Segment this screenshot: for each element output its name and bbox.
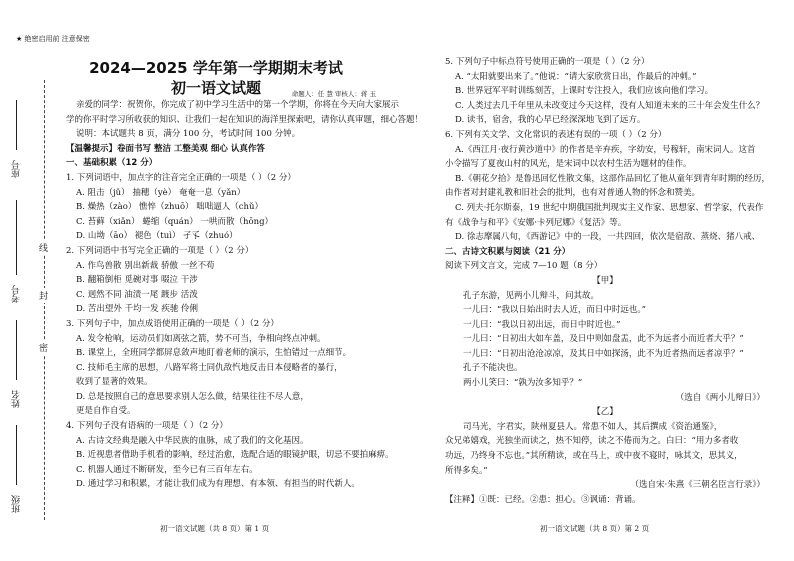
seat-label: 座号 (12, 160, 22, 178)
right-questions (445, 55, 770, 507)
left-line: 4. 下列句子没有语病的一项是（ ）（2 分） (66, 421, 228, 432)
right-line: 一儿曰：“日初出大如车盖，及日中则如盘盂，此不为远者小而近者大乎？” (463, 334, 744, 345)
left-line: 2. 下列词语中书写完全正确的一项是（ ）（2 分） (66, 245, 254, 256)
left-line: B. 课堂上，全班同学都屏息敛声地盯着老师的演示，生怕错过一点细节。 (76, 348, 352, 359)
seat-line (16, 100, 17, 150)
right-line: 由作者对封建礼教和旧社会的批判，也有对普通人物的怀念和赞美。 (445, 188, 701, 199)
left-line: 一、基础积累（12 分） (66, 158, 158, 169)
right-line: （选自宋·朱熹《三朝名臣言行录》） (630, 480, 765, 491)
right-line: 有《战争与和平》《安娜·卡列尼娜》《复活》等。 (445, 217, 627, 228)
left-line: 收到了显著的效果。 (76, 377, 153, 388)
left-line: D. 山坳（āo） 褪色（tuì） 孑孓（zhuó） (76, 231, 238, 242)
right-line: 6. 下列有关文学、文化常识的表述有误的一项（ ）（2 分） (445, 129, 667, 140)
right-line: 一儿曰：“我以日初出远，而日中时近也。” (463, 319, 621, 330)
left-line: 3. 下列句子中，加点成语使用正确的一项是（ ）（2 分） (66, 318, 279, 329)
left-line: 1. 下列词语中，加点字的注音完全正确的一项是（ ）（2 分） (66, 172, 296, 183)
right-page (445, 55, 770, 507)
id-line (16, 200, 17, 275)
left-line: 更是自作自受。 (76, 406, 136, 417)
right-line: 5. 下列句子中标点符号使用正确的一项是（ ）（2 分） (445, 57, 650, 67)
right-line: 一儿曰：“我以日始出时去人近，而日中时远也。” (463, 305, 646, 316)
left-line: C. 苔藓（xiǎn） 蜷缩（quán） 一哄而散（hōng） (76, 216, 274, 227)
left-line: C. 迥然不同 油渍一尾 踱步 活泼 (76, 289, 198, 300)
seal-word-line: 线 (39, 240, 48, 255)
exam-meta: 命题人：任 慧 审核人：蒋 玉 (291, 90, 376, 98)
left-line: C. 技师毛主席的思想，八路军将士同仇敌忾地反击日本侵略者的暴行， (76, 362, 343, 373)
right-line: D. 读书，宿舍，我的心早已经深深地飞到了远方。 (455, 115, 646, 126)
right-line: 司马光，字君实，陕州夏县人。常患不如人，其后撰成《资治通鉴》， (463, 421, 723, 432)
left-line: B. 燥热（zào） 憔悴（zhuō） 咄咄逼人（chǔ） (76, 202, 263, 213)
left-line: 亲爱的同学：祝贺你，你完成了初中学习生活中的第一个学期，你将在今天向大家展示 (76, 100, 400, 110)
footer-right: 初一语文试题（共 8 页）第 2 页 (540, 524, 650, 533)
right-line: C. 人类过去几千年里从未改变过今天这样，没有人知道未来的三十年会发生什么？ (455, 100, 765, 111)
exam-title: 2024—2025 学年第一学期期末考试 (89, 59, 343, 77)
left-line: A. 阻击（jǔ） 抽穗（yè） 奄奄一息（yǎn） (76, 187, 246, 198)
right-line: 二、古诗文积累与阅读（21 分） (445, 246, 571, 257)
right-line: 一儿曰：“日初出沧沧凉凉，及其日中如探汤，此不为近者热而远者凉乎？” (463, 348, 744, 359)
right-line: 小令描写了夏夜山村的风光，是宋词中以农村生活为题材的佳作。 (445, 159, 692, 170)
exam-subtitle: 初一语文试题 (170, 79, 261, 97)
name-line (16, 320, 17, 380)
left-line: 说明：本试题共 8 页，满分 100 分，考试时间 100 分钟。 (76, 129, 301, 140)
class-label: 班级 (12, 495, 22, 513)
right-line: C. 列夫·托尔斯泰，19 世纪中期俄国批判现实主义作家、思想家、哲学家，代表作 (455, 202, 764, 213)
left-line: D. 苦出望外 千均一发 疾驰 伶俐 (76, 304, 199, 315)
right-line: 两小儿笑曰：“孰为汝多知乎？” (463, 378, 583, 389)
right-line: A.《西江月·夜行黄沙道中》的作者是辛弃疾，字幼安，号稼轩，南宋词人。这首 (455, 144, 756, 155)
left-line: A. 发令枪响，运动员们如离弦之箭，势不可当，争相向终点冲刺。 (76, 333, 326, 344)
right-line: 孔子不能决也。 (463, 363, 523, 374)
right-line: （选自《两小儿辩日》） (675, 392, 765, 403)
right-line: 众兄弟嬉戏，光独坐而读之，热不知停，读之不倦而为之。白曰：“用力多者收 (445, 436, 739, 447)
confidential-label: ★ 绝密启用前 注意保密 (16, 35, 90, 43)
left-line: 学的你平时学习所收获的知识、让我们一起在知识的海洋里探索吧，请你认真审题，细心答题！ (66, 114, 424, 125)
class-line (16, 425, 17, 485)
left-line: A. 古诗文经典是融入中华民族的血脉，成了我们的文化基因。 (76, 435, 309, 446)
exam-subtitle-row (66, 78, 376, 98)
id-label: 考号 (12, 285, 22, 303)
right-line: B.《朝花夕拾》是鲁迅回忆性散文集，这部作品回忆了他从童年到青年时期的经历， (455, 173, 770, 184)
left-line: A. 作鸟兽散 别出新裁 骄傲 一丝不苟 (76, 260, 215, 271)
right-line: A. “太阳就要出来了。”他说：“请大家欣赏日出，作最后的冲刺。” (455, 71, 697, 82)
left-line: B. 翻箱倒柜 觅碗对事 啜泣 干涉 (76, 275, 198, 286)
right-line: D. 徐志摩属八旬，《西游记》中的一段，一共四回，依次是宿敌、蒸烧、猪八戒、 (455, 232, 761, 243)
left-questions (66, 98, 424, 492)
seal-word-seal: 封 (39, 288, 48, 303)
left-page (66, 58, 424, 492)
seal-word-secret: 密 (39, 340, 48, 355)
right-line: 【注释】①既：已经。②患：担心。③讽诵：背诵。 (445, 494, 641, 505)
left-line: B. 近视患者借助手机看的影响，经过治愈，选配合适的眼镜护眼，切忌不要拍麻痹。 (76, 450, 394, 461)
left-line: C. 机器人通过不断研发，至今已有三百年左右。 (76, 464, 258, 475)
left-line: D. 总是按照自己的意思要求别人怎么做，结果往往不尽人意， (76, 391, 309, 402)
right-line: 【乙】 (592, 407, 618, 418)
right-line: 所得多矣。” (445, 465, 488, 476)
right-line: 阅读下列文言文，完成 7—10 题（8 分） (445, 261, 603, 272)
footer-left: 初一语文试题（共 8 页）第 1 页 (160, 524, 270, 533)
left-line: D. 通过学习和积累，才能让我们成为有理想、有本领、有担当的时代新人。 (76, 479, 360, 490)
name-label: 姓名 (12, 390, 22, 408)
binding-strip (0, 60, 58, 530)
right-line: B. 世界冠军平时训练刻苦，上课时专注投入，我们应该向他们学习。 (455, 86, 714, 97)
left-line: 【温馨提示】卷面书写 整洁 工整美观 细心 认真作答 (66, 143, 265, 154)
right-line: 孔子东游，见两小儿辩斗，问其故。 (463, 290, 600, 301)
right-line: 【甲】 (592, 275, 618, 286)
right-line: 功远，乃终身不忘也。”其所精读，或在马上，或中夜不寝时，咏其文，思其义， (445, 451, 743, 462)
